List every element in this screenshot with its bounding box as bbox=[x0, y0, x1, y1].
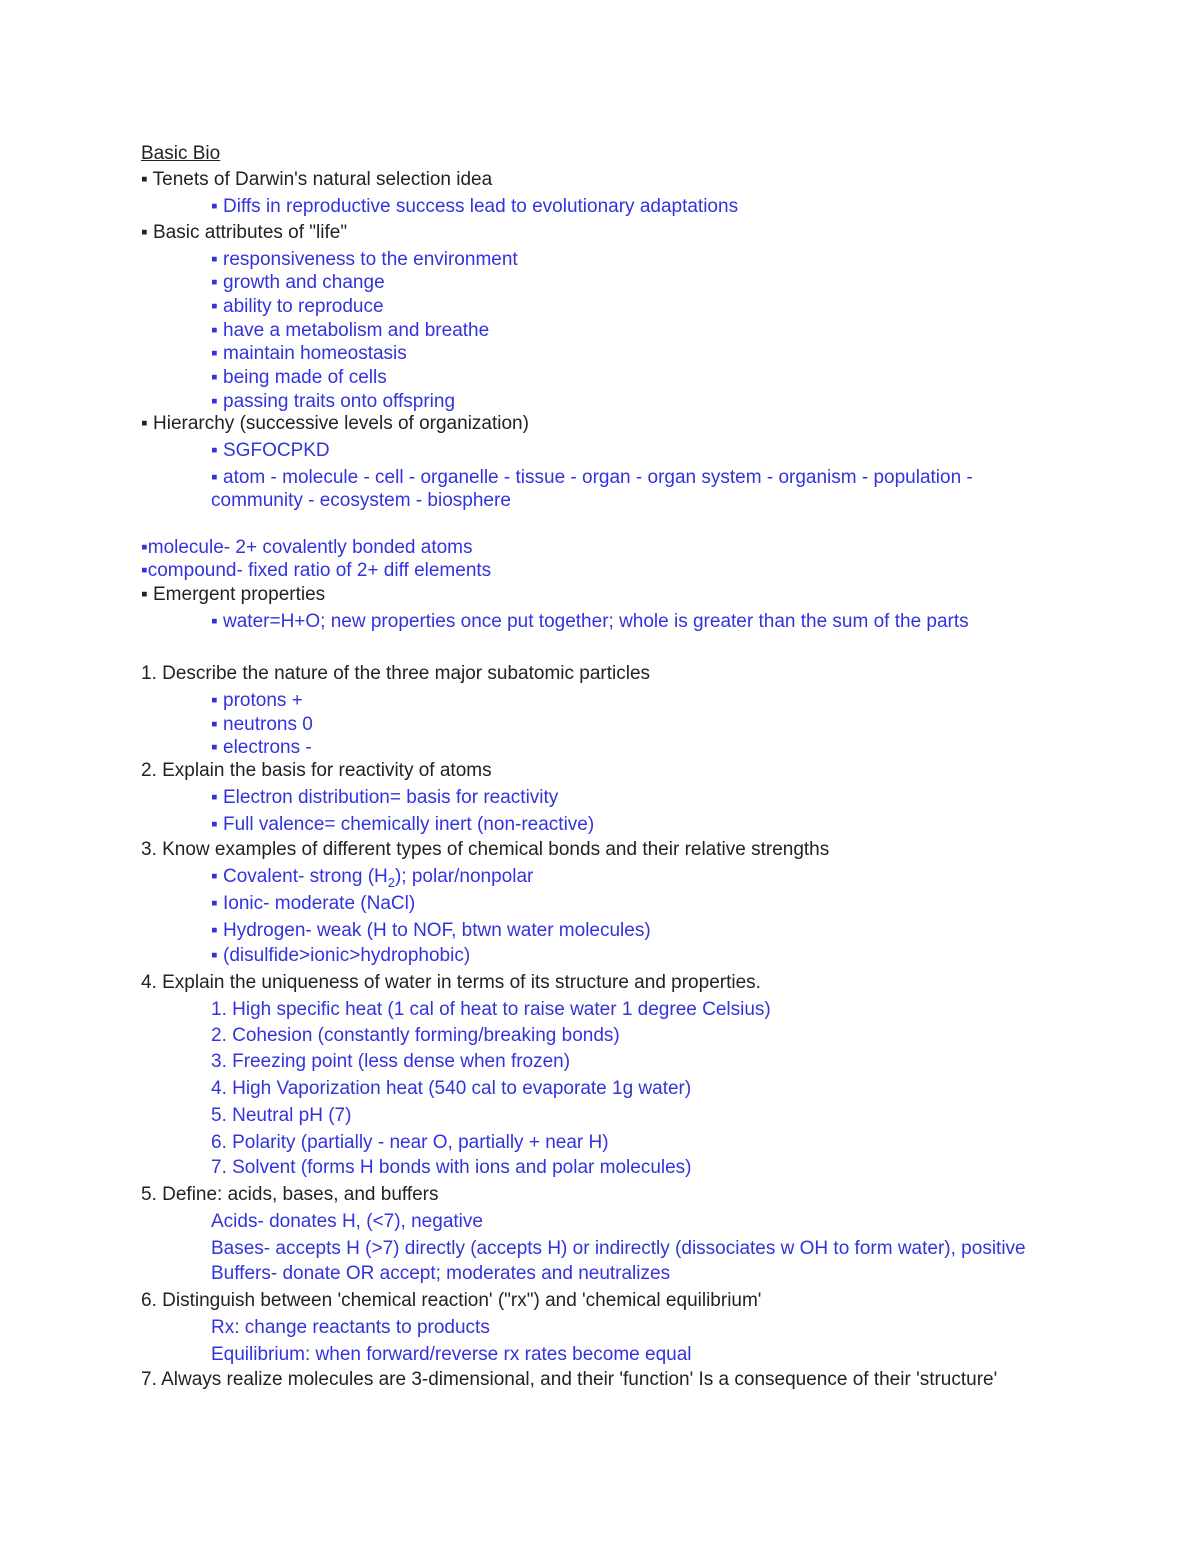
q4-item: 4. High Vaporization heat (540 cal to evaporate 1g water) bbox=[211, 1078, 692, 1099]
q3-covalent-line bbox=[211, 866, 533, 888]
q3-heading: 3. Know examples of different types of chemical bonds and their relative strengths bbox=[141, 839, 830, 860]
q2-item: ▪ Full valence= chemically inert (non-reactive) bbox=[211, 814, 595, 835]
q3-item: ▪ Ionic- moderate (NaCl) bbox=[211, 893, 416, 914]
life-item: ▪ maintain homeostasis bbox=[211, 343, 407, 364]
q1-item: ▪ electrons - bbox=[211, 737, 312, 758]
q1-item: ▪ neutrons 0 bbox=[211, 714, 313, 735]
q4-heading: 4. Explain the uniqueness of water in terms of its structure and properties. bbox=[141, 972, 761, 993]
q5-item: Acids- donates H, (<7), negative bbox=[211, 1211, 483, 1232]
q4-item: 6. Polarity (partially - near O, partially + near H) bbox=[211, 1132, 609, 1153]
hierarchy-heading: ▪ Hierarchy (successive levels of organization) bbox=[141, 413, 529, 434]
life-heading: ▪ Basic attributes of "life" bbox=[141, 222, 348, 243]
q6-item: Rx: change reactants to products bbox=[211, 1317, 490, 1338]
definition-line: ▪molecule- 2+ covalently bonded atoms bbox=[141, 537, 473, 558]
q4-item: 7. Solvent (forms H bonds with ions and polar molecules) bbox=[211, 1157, 692, 1178]
q6-item: Equilibrium: when forward/reverse rx rates become equal bbox=[211, 1344, 692, 1365]
q3-covalent-pre: ▪ Covalent- strong (H bbox=[211, 866, 388, 887]
q2-item: ▪ Electron distribution= basis for reactivity bbox=[211, 787, 559, 808]
q4-item: 3. Freezing point (less dense when frozen) bbox=[211, 1051, 571, 1072]
darwin-item: ▪ Diffs in reproductive success lead to evolutionary adaptations bbox=[211, 196, 739, 217]
hierarchy-item: ▪ atom - molecule - cell - organelle - tissue - organ - organ system - organism - population - bbox=[211, 467, 973, 488]
hierarchy-item: community - ecosystem - biosphere bbox=[211, 490, 511, 511]
life-item: ▪ ability to reproduce bbox=[211, 296, 384, 317]
q3-covalent-post: ); polar/nonpolar bbox=[394, 866, 534, 887]
q3-item: ▪ (disulfide>ionic>hydrophobic) bbox=[211, 945, 471, 966]
life-item: ▪ have a metabolism and breathe bbox=[211, 320, 490, 341]
q6-heading: 6. Distinguish between 'chemical reaction' ("rx") and 'chemical equilibrium' bbox=[141, 1290, 762, 1311]
q7-heading: 7. Always realize molecules are 3-dimensional, and their 'function' Is a consequence of their 'structure' bbox=[141, 1369, 998, 1390]
q3-item: ▪ Hydrogen- weak (H to NOF, btwn water molecules) bbox=[211, 920, 651, 941]
emergent-heading: ▪ Emergent properties bbox=[141, 584, 326, 605]
page-title: Basic Bio bbox=[141, 143, 221, 164]
life-item: ▪ growth and change bbox=[211, 272, 385, 293]
q3-covalent-subscript: 2 bbox=[387, 874, 395, 890]
definition-line: ▪compound- fixed ratio of 2+ diff elements bbox=[141, 560, 492, 581]
darwin-heading: ▪ Tenets of Darwin's natural selection idea bbox=[141, 169, 493, 190]
q4-item: 1. High specific heat (1 cal of heat to raise water 1 degree Celsius) bbox=[211, 999, 771, 1020]
q2-heading: 2. Explain the basis for reactivity of atoms bbox=[141, 760, 492, 781]
emergent-item: ▪ water=H+O; new properties once put together; whole is greater than the sum of the parts bbox=[211, 611, 969, 632]
life-item: ▪ passing traits onto offspring bbox=[211, 391, 456, 412]
q1-item: ▪ protons + bbox=[211, 690, 303, 711]
q5-item: Buffers- donate OR accept; moderates and neutralizes bbox=[211, 1263, 671, 1284]
q5-heading: 5. Define: acids, bases, and buffers bbox=[141, 1184, 439, 1205]
q4-item: 5. Neutral pH (7) bbox=[211, 1105, 352, 1126]
hierarchy-item: ▪ SGFOCPKD bbox=[211, 440, 330, 461]
q5-item: Bases- accepts H (>7) directly (accepts H) or indirectly (dissociates w OH to form water), positive bbox=[211, 1238, 1026, 1259]
q4-item: 2. Cohesion (constantly forming/breaking bonds) bbox=[211, 1025, 620, 1046]
q1-heading: 1. Describe the nature of the three major subatomic particles bbox=[141, 663, 651, 684]
life-item: ▪ responsiveness to the environment bbox=[211, 249, 518, 270]
life-item: ▪ being made of cells bbox=[211, 367, 387, 388]
